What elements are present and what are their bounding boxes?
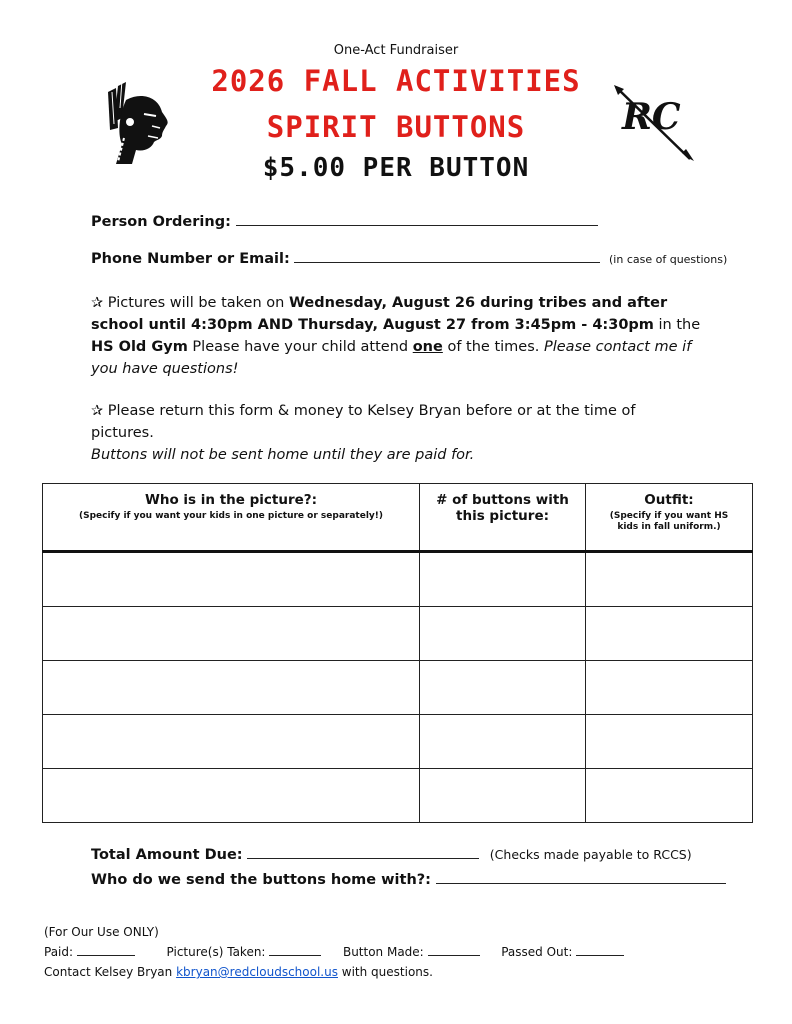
- return-form-text: Please return this form & money to Kelsey Bryan before or at the time of pictures.: [91, 403, 636, 441]
- chief-mascot-logo: [96, 78, 176, 166]
- col-who-header: [43, 484, 420, 552]
- total-due-field: [91, 846, 692, 863]
- count-cell[interactable]: [420, 552, 586, 607]
- outfit-cell[interactable]: [586, 661, 753, 715]
- title-line-1: 2026 FALL ACTIVITIES: [211, 64, 581, 98]
- rc-logo-text: RC: [622, 96, 681, 138]
- fundraiser-kicker: One-Act Fundraiser: [333, 43, 459, 58]
- pictures-taken-blank[interactable]: [269, 945, 321, 956]
- passed-out-label: Passed Out:: [501, 945, 573, 959]
- table-row: [43, 661, 753, 715]
- office-use-heading: (For Our Use ONLY): [44, 925, 159, 939]
- outfit-cell[interactable]: [586, 715, 753, 769]
- table-row: [43, 715, 753, 769]
- table-row: [43, 769, 753, 823]
- total-due-blank[interactable]: [247, 846, 479, 859]
- col-outfit-header: [586, 484, 753, 552]
- email-link[interactable]: kbryan@redcloudschool.us: [176, 965, 338, 979]
- rc-arrow-logo: [612, 83, 694, 163]
- who-cell[interactable]: [43, 661, 420, 715]
- count-cell[interactable]: [420, 607, 586, 661]
- count-cell[interactable]: [420, 715, 586, 769]
- outfit-cell[interactable]: [586, 769, 753, 823]
- col-who-title: Who is in the picture?:: [144, 492, 318, 508]
- paid-blank[interactable]: [77, 945, 135, 956]
- outfit-cell[interactable]: [586, 607, 753, 661]
- col-outfit-title: Outfit:: [644, 492, 694, 508]
- count-cell[interactable]: [420, 769, 586, 823]
- table-row: [43, 607, 753, 661]
- title-line-2: SPIRIT BUTTONS: [266, 110, 526, 144]
- button-made-blank[interactable]: [428, 945, 480, 956]
- person-ordering-field: [91, 213, 598, 230]
- contact-label: Phone Number or Email:: [91, 251, 290, 267]
- who-cell[interactable]: [43, 769, 420, 823]
- contact-suffix: with questions.: [337, 965, 433, 979]
- paid-notice: Buttons will not be sent home until they are paid for.: [91, 447, 475, 463]
- col-outfit-subtitle: (Specify if you want HS kids in fall uniform.): [609, 511, 729, 532]
- return-form-paragraph: [91, 400, 701, 466]
- pictures-taken-label: Picture(s) Taken:: [166, 945, 266, 959]
- person-ordering-label: Person Ordering:: [91, 214, 231, 230]
- col-count-header: [420, 484, 586, 552]
- col-count-title: # of buttons with this picture:: [436, 492, 569, 524]
- count-cell[interactable]: [420, 661, 586, 715]
- contact-field: [91, 250, 727, 267]
- table-row: [43, 552, 753, 607]
- attend-one: one: [412, 339, 443, 355]
- outfit-cell[interactable]: [586, 552, 753, 607]
- order-table: [42, 483, 753, 823]
- paid-label: Paid:: [44, 945, 74, 959]
- checks-note: (Checks made payable to RCCS): [489, 847, 692, 862]
- star-icon: ✰: [91, 295, 104, 311]
- attend-text: Please have your child attend: [187, 339, 413, 355]
- star-icon: ✰: [91, 403, 104, 419]
- button-made-label: Button Made:: [342, 945, 424, 959]
- total-due-label: Total Amount Due:: [91, 847, 243, 863]
- send-home-field: [91, 871, 726, 888]
- contact-line: [44, 965, 433, 979]
- times-text: of the times.: [442, 339, 544, 355]
- who-cell[interactable]: [43, 715, 420, 769]
- pictures-dates: Wednesday, August 26 during tribes and after school until 4:30pm AND Thursday, August 27 from 3:45pm - 4:30pm: [91, 295, 668, 333]
- contact-note: (in case of questions): [609, 253, 728, 266]
- who-cell[interactable]: [43, 552, 420, 607]
- who-cell[interactable]: [43, 607, 420, 661]
- contact-prefix: Contact Kelsey Bryan: [44, 965, 177, 979]
- col-who-subtitle: (Specify if you want your kids in one picture or separately!): [79, 511, 383, 521]
- contact-blank[interactable]: [294, 250, 600, 263]
- send-home-blank[interactable]: [436, 871, 726, 884]
- pictures-text: Pictures will be taken on: [107, 295, 289, 311]
- contact-me-note: Please contact me if you have questions!: [91, 339, 692, 377]
- office-use-row: [44, 945, 624, 959]
- send-home-label: Who do we send the buttons home with?:: [91, 872, 431, 888]
- passed-out-blank[interactable]: [576, 945, 624, 956]
- location-prefix: in the: [653, 317, 701, 333]
- person-ordering-blank[interactable]: [236, 213, 598, 226]
- price-line: $5.00 PER BUTTON: [262, 153, 530, 183]
- location: HS Old Gym: [91, 339, 188, 355]
- pictures-info-paragraph: [91, 292, 701, 380]
